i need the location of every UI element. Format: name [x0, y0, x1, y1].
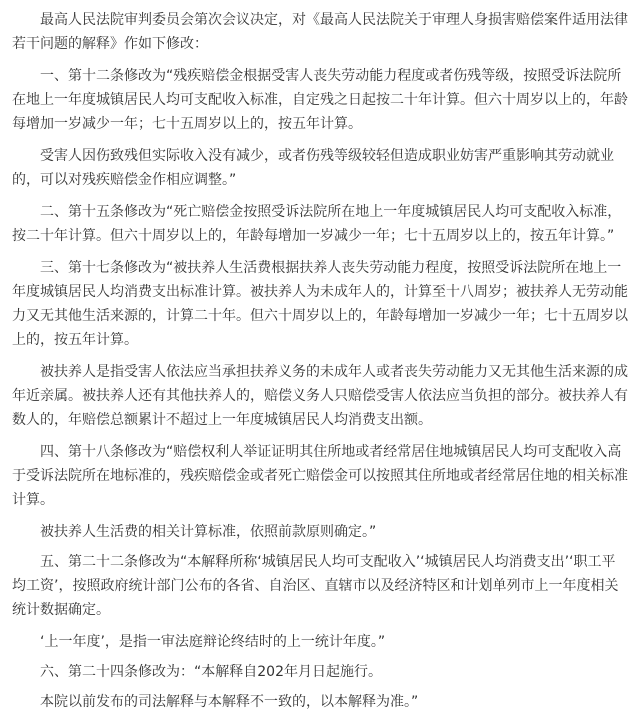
article-18-dependents-paragraph: 被扶养人生活费的相关计算标准，依照前款原则确定。”: [40, 524, 377, 540]
article-22-previous-year-paragraph: ‘上一年度’，是指一审法庭辩论终结时的上一统计年度。”: [40, 634, 386, 650]
article-18-paragraph: 四、第十八条修改为“赔偿权利人举证证明其住所地或者经常居住地城镇居民人均可支配收入高于受诉法院所在地标准的，残疾赔偿金或者死亡赔偿金可以按照其住所地或者经常居住地的相关标准计算。: [12, 444, 628, 508]
intro-paragraph: 最高人民法院审判委员会第次会议决定，对《最高人民法院关于审理人身损害赔偿案件适用法律若干问题的解释》作如下修改：: [12, 12, 628, 52]
closing-paragraph: 本院以前发布的司法解释与本解释不一致的，以本解释为准。”: [40, 694, 419, 710]
article-24-paragraph: 六、第二十四条修改为：“本解释自202年月日起施行。: [40, 664, 382, 680]
article-22-paragraph: 五、第二十二条修改为“本解释所称‘城镇居民人均可支配收入’‘城镇居民人均消费支出’‘职工平均工资’，按照政府统计部门公布的各省、自治区、直辖市以及经济特区和计划单列市上一年度相关统计数据确定。: [12, 554, 619, 618]
article-15-paragraph: 二、第十五条修改为“死亡赔偿金按照受诉法院所在地上一年度城镇居民人均可支配收入标准，按二十年计算。但六十周岁以上的，年龄每增加一岁减少一年；七十五周岁以上的，按五年计算。”: [12, 204, 622, 244]
article-17-paragraph: 三、第十七条修改为“被扶养人生活费根据扶养人丧失劳动能力程度，按照受诉法院所在地上一年度城镇居民人均消费支出标准计算。被扶养人为未成年人的，计算至十八周岁；被扶养人无劳动能力又无其他生活来源的，计算二十年。但六十周岁以上的，年龄每增加一岁减少一年；七十五周岁以上的，按五年计算。: [12, 260, 628, 348]
article-12-paragraph: 一、第十二条修改为“残疾赔偿金根据受害人丧失劳动能力程度或者伤残等级，按照受诉法院所在地上一年度城镇居民人均可支配收入标准，自定残之日起按二十年计算。但六十周岁以上的，年龄每增加一岁减少一年；七十五周岁以上的，按五年计算。: [12, 68, 628, 132]
article-17-dependents-paragraph: 被扶养人是指受害人依法应当承担扶养义务的未成年人或者丧失劳动能力又无其他生活来源的成年近亲属。被扶养人还有其他扶养人的，赔偿义务人只赔偿受害人依法应当负担的部分。被扶养人有数人的，年赔偿总额累计不超过上一年度城镇居民人均消费支出额。: [12, 364, 628, 428]
article-12-adjustment-paragraph: 受害人因伤致残但实际收入没有减少，或者伤残等级较轻但造成职业妨害严重影响其劳动就业的，可以对残疾赔偿金作相应调整。”: [12, 148, 614, 188]
